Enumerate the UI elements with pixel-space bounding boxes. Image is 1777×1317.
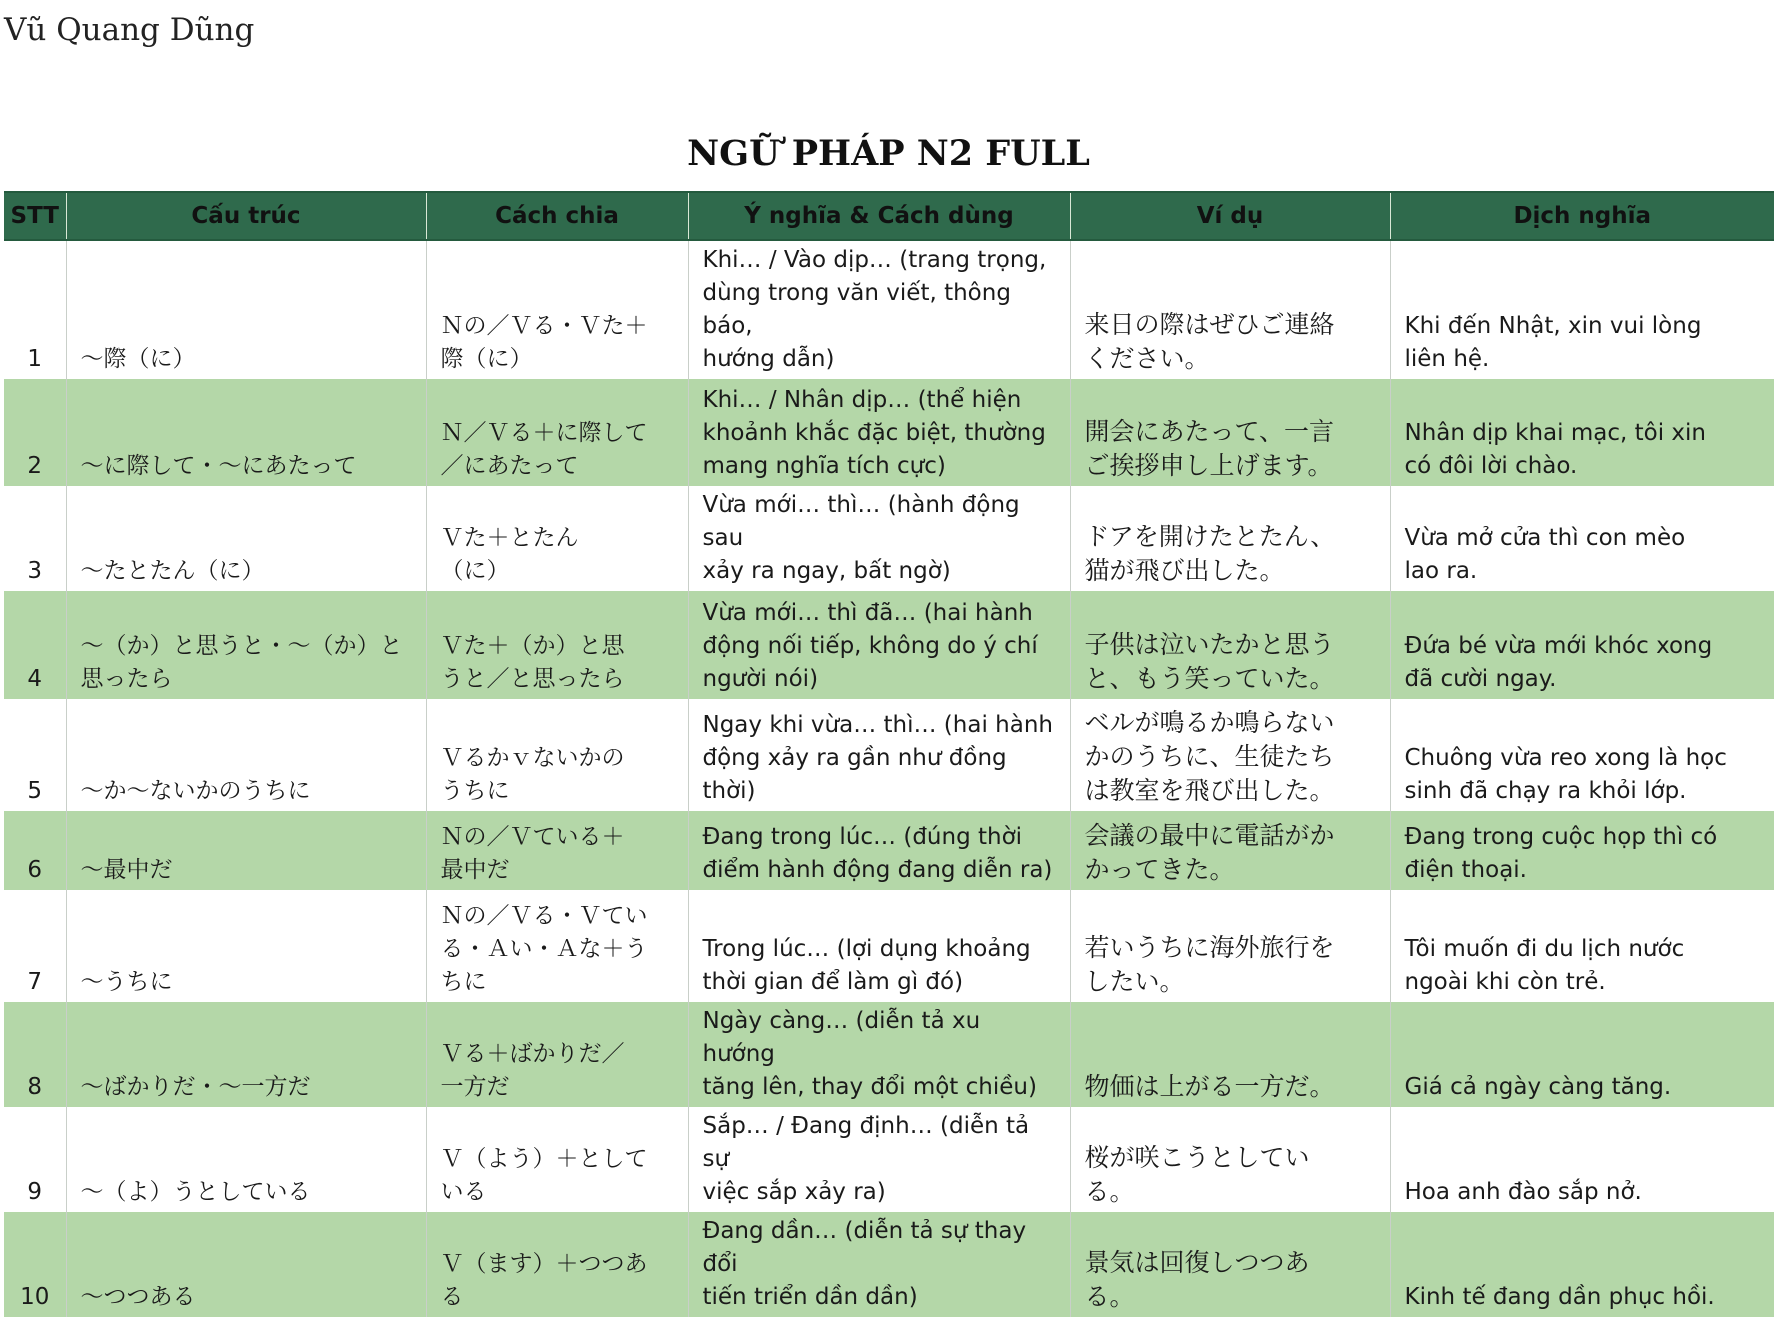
cell-translation: Khi đến Nhật, xin vui lòng liên hệ. bbox=[1390, 240, 1774, 379]
cell-stt: 5 bbox=[4, 699, 66, 811]
table-row bbox=[4, 1212, 1774, 1317]
cell-stt: 6 bbox=[4, 811, 66, 890]
cell-stt: 3 bbox=[4, 486, 66, 591]
cell-form: Ｎの／Ｖる・Ｖた＋ 際（に） bbox=[426, 240, 688, 379]
cell-structure: ～たとたん（に） bbox=[66, 486, 426, 591]
table-row bbox=[4, 486, 1774, 591]
header-form: Cách chia bbox=[426, 192, 688, 240]
cell-example: ドアを開けたとたん、 猫が飛び出した。 bbox=[1070, 486, 1390, 591]
header-example: Ví dụ bbox=[1070, 192, 1390, 240]
cell-structure: ～ばかりだ・～一方だ bbox=[66, 1002, 426, 1107]
cell-structure: ～つつある bbox=[66, 1212, 426, 1317]
cell-meaning: Sắp… / Đang định… (diễn tả sự việc sắp xảy ra) bbox=[688, 1107, 1070, 1212]
page-title: NGỮ PHÁP N2 FULL bbox=[687, 133, 1090, 174]
cell-example: 開会にあたって、一言 ご挨拶申し上げます。 bbox=[1070, 379, 1390, 486]
cell-translation: Tôi muốn đi du lịch nước ngoài khi còn trẻ. bbox=[1390, 890, 1774, 1002]
cell-stt: 2 bbox=[4, 379, 66, 486]
cell-example: 景気は回復しつつあ る。 bbox=[1070, 1212, 1390, 1317]
cell-translation: Vừa mở cửa thì con mèo lao ra. bbox=[1390, 486, 1774, 591]
cell-translation: Nhân dịp khai mạc, tôi xin có đôi lời chào. bbox=[1390, 379, 1774, 486]
table-row bbox=[4, 240, 1774, 379]
cell-example: 子供は泣いたかと思う と、もう笑っていた。 bbox=[1070, 591, 1390, 699]
table-header-row bbox=[4, 192, 1774, 240]
table-row bbox=[4, 1002, 1774, 1107]
table-row bbox=[4, 1107, 1774, 1212]
cell-meaning: Trong lúc… (lợi dụng khoảng thời gian để làm gì đó) bbox=[688, 890, 1070, 1002]
cell-stt: 1 bbox=[4, 240, 66, 379]
cell-structure: ～（か）と思うと・～（か）と 思ったら bbox=[66, 591, 426, 699]
cell-example: 桜が咲こうとしてい る。 bbox=[1070, 1107, 1390, 1212]
cell-meaning: Vừa mới… thì… (hành động sau xảy ra ngay, bất ngờ) bbox=[688, 486, 1070, 591]
cell-translation: Đang trong cuộc họp thì có điện thoại. bbox=[1390, 811, 1774, 890]
cell-form: Ｖ（よう）＋として いる bbox=[426, 1107, 688, 1212]
cell-meaning: Ngay khi vừa… thì… (hai hành động xảy ra gần như đồng thời) bbox=[688, 699, 1070, 811]
cell-meaning: Đang trong lúc… (đúng thời điểm hành động đang diễn ra) bbox=[688, 811, 1070, 890]
cell-translation: Giá cả ngày càng tăng. bbox=[1390, 1002, 1774, 1107]
cell-form: Ｎ／Ｖる＋に際して ／にあたって bbox=[426, 379, 688, 486]
cell-translation: Hoa anh đào sắp nở. bbox=[1390, 1107, 1774, 1212]
cell-form: Ｎの／Ｖている＋ 最中だ bbox=[426, 811, 688, 890]
cell-structure: ～うちに bbox=[66, 890, 426, 1002]
table-row bbox=[4, 890, 1774, 1002]
table-row bbox=[4, 699, 1774, 811]
cell-translation: Kinh tế đang dần phục hồi. bbox=[1390, 1212, 1774, 1317]
cell-stt: 7 bbox=[4, 890, 66, 1002]
cell-example: 来日の際はぜひご連絡 ください。 bbox=[1070, 240, 1390, 379]
header-structure: Cấu trúc bbox=[66, 192, 426, 240]
cell-form: Ｖた＋とたん （に） bbox=[426, 486, 688, 591]
cell-translation: Đứa bé vừa mới khóc xong đã cười ngay. bbox=[1390, 591, 1774, 699]
table-row bbox=[4, 591, 1774, 699]
header-meaning: Ý nghĩa & Cách dùng bbox=[688, 192, 1070, 240]
header-stt: STT bbox=[4, 192, 66, 240]
cell-example: 若いうちに海外旅行を したい。 bbox=[1070, 890, 1390, 1002]
cell-example: 会議の最中に電話がか かってきた。 bbox=[1070, 811, 1390, 890]
author-name: Vũ Quang Dũng bbox=[4, 12, 255, 48]
table-row bbox=[4, 811, 1774, 890]
cell-structure: ～に際して・～にあたって bbox=[66, 379, 426, 486]
cell-meaning: Ngày càng… (diễn tả xu hướng tăng lên, thay đổi một chiều) bbox=[688, 1002, 1070, 1107]
cell-translation: Chuông vừa reo xong là học sinh đã chạy ra khỏi lớp. bbox=[1390, 699, 1774, 811]
cell-form: Ｖ（ます）＋つつあ る bbox=[426, 1212, 688, 1317]
cell-stt: 8 bbox=[4, 1002, 66, 1107]
cell-meaning: Khi… / Vào dịp… (trang trọng, dùng trong văn viết, thông báo, hướng dẫn) bbox=[688, 240, 1070, 379]
cell-form: Ｖる＋ばかりだ／ 一方だ bbox=[426, 1002, 688, 1107]
cell-stt: 4 bbox=[4, 591, 66, 699]
cell-structure: ～（よ）うとしている bbox=[66, 1107, 426, 1212]
cell-stt: 10 bbox=[4, 1212, 66, 1317]
cell-form: Ｖた＋（か）と思 うと／と思ったら bbox=[426, 591, 688, 699]
cell-stt: 9 bbox=[4, 1107, 66, 1212]
header-translation: Dịch nghĩa bbox=[1390, 192, 1774, 240]
cell-structure: ～際（に） bbox=[66, 240, 426, 379]
cell-example: ベルが鳴るか鳴らない かのうちに、生徒たち は教室を飛び出した。 bbox=[1070, 699, 1390, 811]
cell-meaning: Khi… / Nhân dịp… (thể hiện khoảnh khắc đặc biệt, thường mang nghĩa tích cực) bbox=[688, 379, 1070, 486]
cell-example: 物価は上がる一方だ。 bbox=[1070, 1002, 1390, 1107]
cell-meaning: Vừa mới… thì đã… (hai hành động nối tiếp, không do ý chí người nói) bbox=[688, 591, 1070, 699]
cell-form: Ｎの／Ｖる・Ｖてい る・Ａい・Ａな＋う ちに bbox=[426, 890, 688, 1002]
cell-meaning: Đang dần… (diễn tả sự thay đổi tiến triển dần dần) bbox=[688, 1212, 1070, 1317]
grammar-table bbox=[4, 191, 1774, 1317]
cell-structure: ～か～ないかのうちに bbox=[66, 699, 426, 811]
cell-structure: ～最中だ bbox=[66, 811, 426, 890]
table-row bbox=[4, 379, 1774, 486]
cell-form: Ｖるかｖないかの うちに bbox=[426, 699, 688, 811]
